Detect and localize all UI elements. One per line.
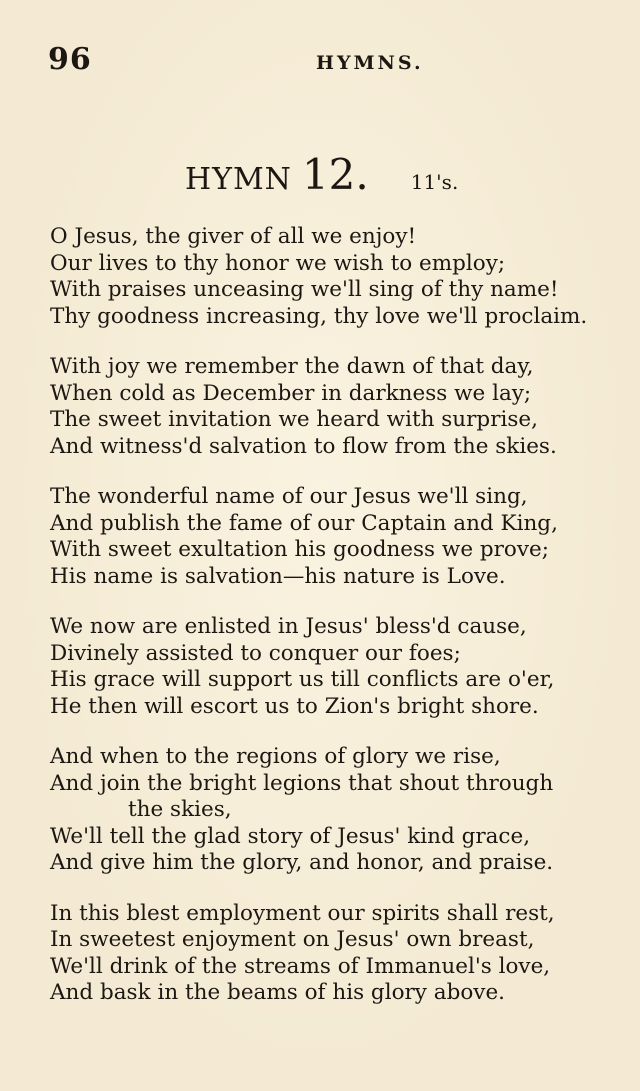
- running-title: HYMNS.: [316, 52, 424, 74]
- verse-line: And bask in the beams of his glory above.: [50, 980, 506, 1005]
- verse-line-continuation: the skies,: [128, 797, 232, 822]
- verse-line: O Jesus, the giver of all we enjoy!: [50, 224, 417, 249]
- verse-line: And when to the regions of glory we rise,: [50, 744, 501, 769]
- stanza-5: [50, 744, 615, 877]
- verse-line: His grace will support us till conflicts are o'er,: [50, 667, 555, 692]
- verse-line: And witness'd salvation to flow from the skies.: [50, 433, 557, 459]
- verse-line: We'll drink of the streams of Immanuel's love,: [50, 953, 551, 979]
- verse-line: He then will escort us to Zion's bright shore.: [50, 693, 539, 719]
- verse-line: When cold as December in darkness we lay;: [50, 380, 532, 406]
- verse-line: And publish the fame of our Captain and King,: [50, 510, 558, 536]
- verse-line: And join the bright legions that shout through: [50, 770, 554, 796]
- stanza-4: [50, 614, 615, 720]
- stanza-3: [50, 484, 615, 590]
- verse-line: In this blest employment our spirits shall rest,: [50, 900, 555, 926]
- page-number: 96: [48, 42, 92, 77]
- hymn-number: 12.: [301, 150, 369, 199]
- hymn-meter: 11's.: [410, 170, 459, 194]
- stanza-1: [50, 224, 615, 330]
- hymn-heading: [185, 150, 458, 200]
- verse-line: With sweet exultation his goodness we prove;: [50, 537, 549, 562]
- verse-line: His name is salvation—his nature is Love.: [50, 563, 506, 589]
- verse-line: We now are enlisted in Jesus' bless'd cause,: [50, 614, 527, 639]
- verse-line: In sweetest enjoyment on Jesus' own breast,: [50, 927, 535, 952]
- verse-line: We'll tell the glad story of Jesus' kind grace,: [50, 823, 531, 849]
- stanza-6: [50, 901, 615, 1007]
- stanza-2: [50, 354, 615, 460]
- verse-line: Our lives to thy honor we wish to employ;: [50, 250, 506, 276]
- verse-line: And give him the glory, and honor, and praise.: [50, 850, 554, 875]
- verse-line: The sweet invitation we heard with surprise,: [50, 407, 538, 432]
- verse-line: The wonderful name of our Jesus we'll sing,: [50, 484, 528, 509]
- verse-line: Divinely assisted to conquer our foes;: [50, 640, 461, 666]
- verse-line: With praises unceasing we'll sing of thy name!: [50, 277, 559, 302]
- hymn-text: [50, 224, 615, 1031]
- verse-line: Thy goodness increasing, thy love we'll proclaim.: [50, 303, 588, 329]
- running-head: [48, 42, 580, 82]
- verse-line: With joy we remember the dawn of that day,: [50, 354, 534, 379]
- hymn-label: HYMN: [185, 162, 292, 197]
